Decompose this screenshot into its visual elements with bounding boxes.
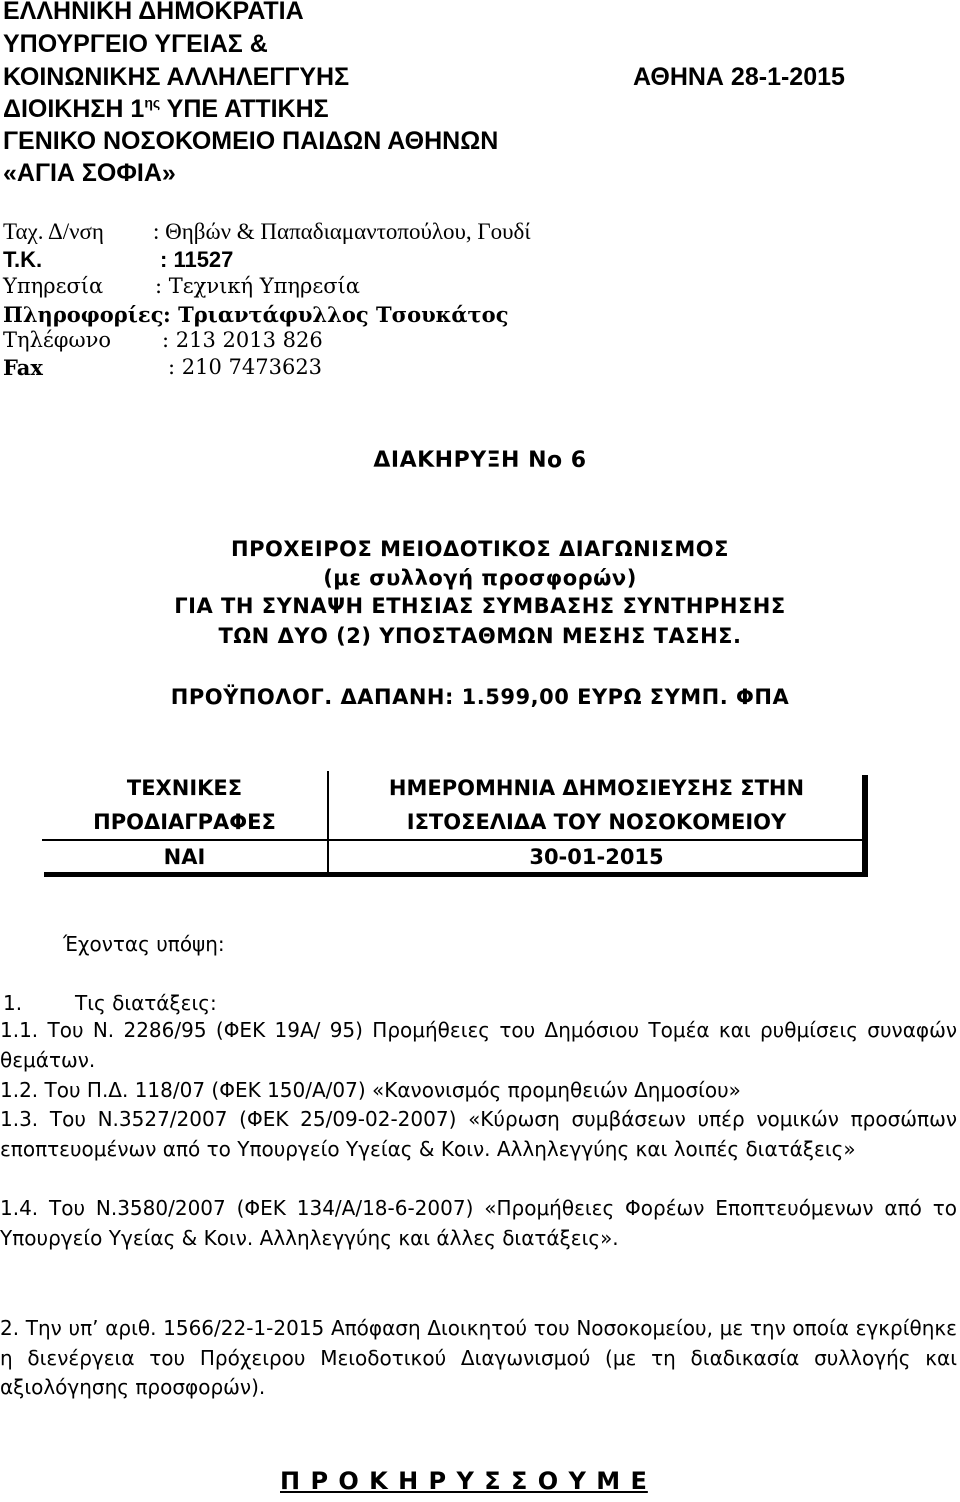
considering-label: Έχοντας υπόψη: [63, 932, 225, 956]
tk-label: Τ.Κ. [3, 247, 43, 272]
table-shadow-bottom [44, 872, 868, 877]
item-2: 2. Την υπ’ αριθ. 1566/22-1-2015 Απόφαση Διοικητού του Νοσοκομείου, με την οποία εγκρίθηκε η διενέργεια του Πρόχειρου Μειοδοτικού Διαγωνισμού (με τη διαδικασία συλλογής και αξιολόγησης προσφορών). [0, 1316, 957, 1399]
phone-label: Τηλέφωνο [3, 328, 112, 352]
fax-value: : 210 7473623 [168, 355, 323, 379]
publication-date-header [328, 771, 864, 840]
specs-value: ΝΑΙ [42, 840, 328, 872]
header-line-4-pre: ΔΙΟΙΚΗΣΗ 1 [3, 95, 145, 123]
substations-description: ΤΩΝ ΔΥΟ (2) ΥΠΟΣΤΑΘΜΩΝ ΜΕΣΗΣ ΤΑΣΗΣ. [218, 624, 742, 648]
item-1-3: 1.3. Του Ν.3527/2007 (ΦΕΚ 25/09-02-2007) «Κύρωση συμβάσεων υπέρ νομικών προσώπων εποπτευομένων από το Υπουργείο Υγείας & Κοιν. Αλληλεγγύης και λοιπές διατάξεις» [0, 1107, 957, 1161]
phone-value: : 213 2013 826 [162, 328, 323, 352]
info-label: Πληροφορίες [3, 302, 164, 327]
publication-date-header-line-1: ΗΜΕΡΟΜΗΝΙΑ ΔΗΜΟΣΙΕΥΣΗΣ ΣΤΗΝ [388, 776, 805, 800]
header-date: ΑΘΗΝΑ 28-1-2015 [633, 63, 845, 91]
specs-header-line-2: ΠΡΟΔΙΑΓΡΑΦΕΣ [93, 810, 276, 834]
proclaim-heading: Π Ρ Ο Κ Η Ρ Υ Σ Σ Ο Υ Μ Ε [280, 1467, 648, 1495]
item-1-2: 1.2. Του Π.Δ. 118/07 (ΦΕΚ 150/Α/07) «Κανονισμός προμηθειών Δημοσίου» [0, 1078, 741, 1102]
item-1-4: 1.4. Του Ν.3580/2007 (ΦΕΚ 134/Α/18-6-2007) «Προμήθειες Φορέων Εποπτευόμενων από το Υπουργείο Υγείας & Κοιν. Αλληλεγγύης και άλλες διατάξεις». [0, 1196, 957, 1250]
fax-label: Fax [3, 355, 43, 380]
contract-description: ΓΙΑ ΤΗ ΣΥΝΑΨΗ ΕΤΗΣΙΑΣ ΣΥΜΒΑΣΗΣ ΣΥΝΤΗΡΗΣΗΣ [174, 594, 786, 618]
info-value: : Τριαντάφυλλος Τσουκάτος [163, 302, 509, 327]
header-line-4-sup: ης [144, 94, 161, 111]
competition-subtitle: (με συλλογή προσφορών) [323, 566, 637, 590]
address-value: : Θηβών & Παπαδιαμαντοπούλου, Γουδί [153, 219, 531, 244]
header-line-5: ΓΕΝΙΚΟ ΝΟΣΟΚΟΜΕΙΟ ΠΑΙΔΩΝ ΑΘΗΝΩΝ [3, 127, 499, 155]
publication-date-header-line-2: ΙΣΤΟΣΕΛΙΔΑ ΤΟΥ ΝΟΣΟΚΟΜΕΙΟΥ [406, 810, 787, 834]
declaration-title: ΔΙΑΚΗΡΥΞΗ Νο 6 [373, 448, 587, 473]
specs-header [42, 771, 328, 840]
item-1-text: Τις διατάξεις: [75, 991, 217, 1015]
budget-line: ΠΡΟΫΠΟΛΟΓ. ΔΑΠΑΝΗ: 1.599,00 ΕΥΡΩ ΣΥΜΠ. ΦΠΑ [170, 685, 790, 709]
header-line-4 [3, 94, 329, 125]
table-value-row [42, 840, 864, 872]
header-line-2: ΥΠΟΥΡΓΕΙΟ ΥΓΕΙΑΣ & [3, 30, 268, 58]
service-value: : Τεχνική Υπηρεσία [155, 274, 360, 298]
publication-date-value: 30-01-2015 [328, 840, 864, 872]
service-label: Υπηρεσία [3, 274, 104, 298]
header-line-1: ΕΛΛΗΝΙΚΗ ΔΗΜΟΚΡΑΤΙΑ [3, 0, 304, 25]
item-1-number: 1. [3, 991, 23, 1015]
header-line-4-post: ΥΠΕ ΑΤΤΙΚΗΣ [160, 95, 329, 123]
specs-header-line-1: ΤΕΧΝΙΚΕΣ [126, 776, 243, 800]
publication-table [42, 771, 864, 872]
address-label: Ταχ. Δ/νση [3, 219, 104, 244]
header-line-3: ΚΟΙΝΩΝΙΚΗΣ ΑΛΛΗΛΕΓΓΥΗΣ [3, 63, 350, 91]
competition-title: ΠΡΟΧΕΙΡΟΣ ΜΕΙΟΔΟΤΙΚΟΣ ΔΙΑΓΩΝΙΣΜΟΣ [231, 537, 729, 561]
item-1-1: 1.1. Του Ν. 2286/95 (ΦΕΚ 19Α/ 95) Προμήθειες του Δημόσιου Τομέα και ρυθμίσεις συναφών θεμάτων. [0, 1018, 957, 1072]
tk-value: : 11527 [160, 247, 234, 272]
table-header-row [42, 771, 864, 840]
header-line-6: «ΑΓΙΑ ΣΟΦΙΑ» [3, 159, 176, 187]
